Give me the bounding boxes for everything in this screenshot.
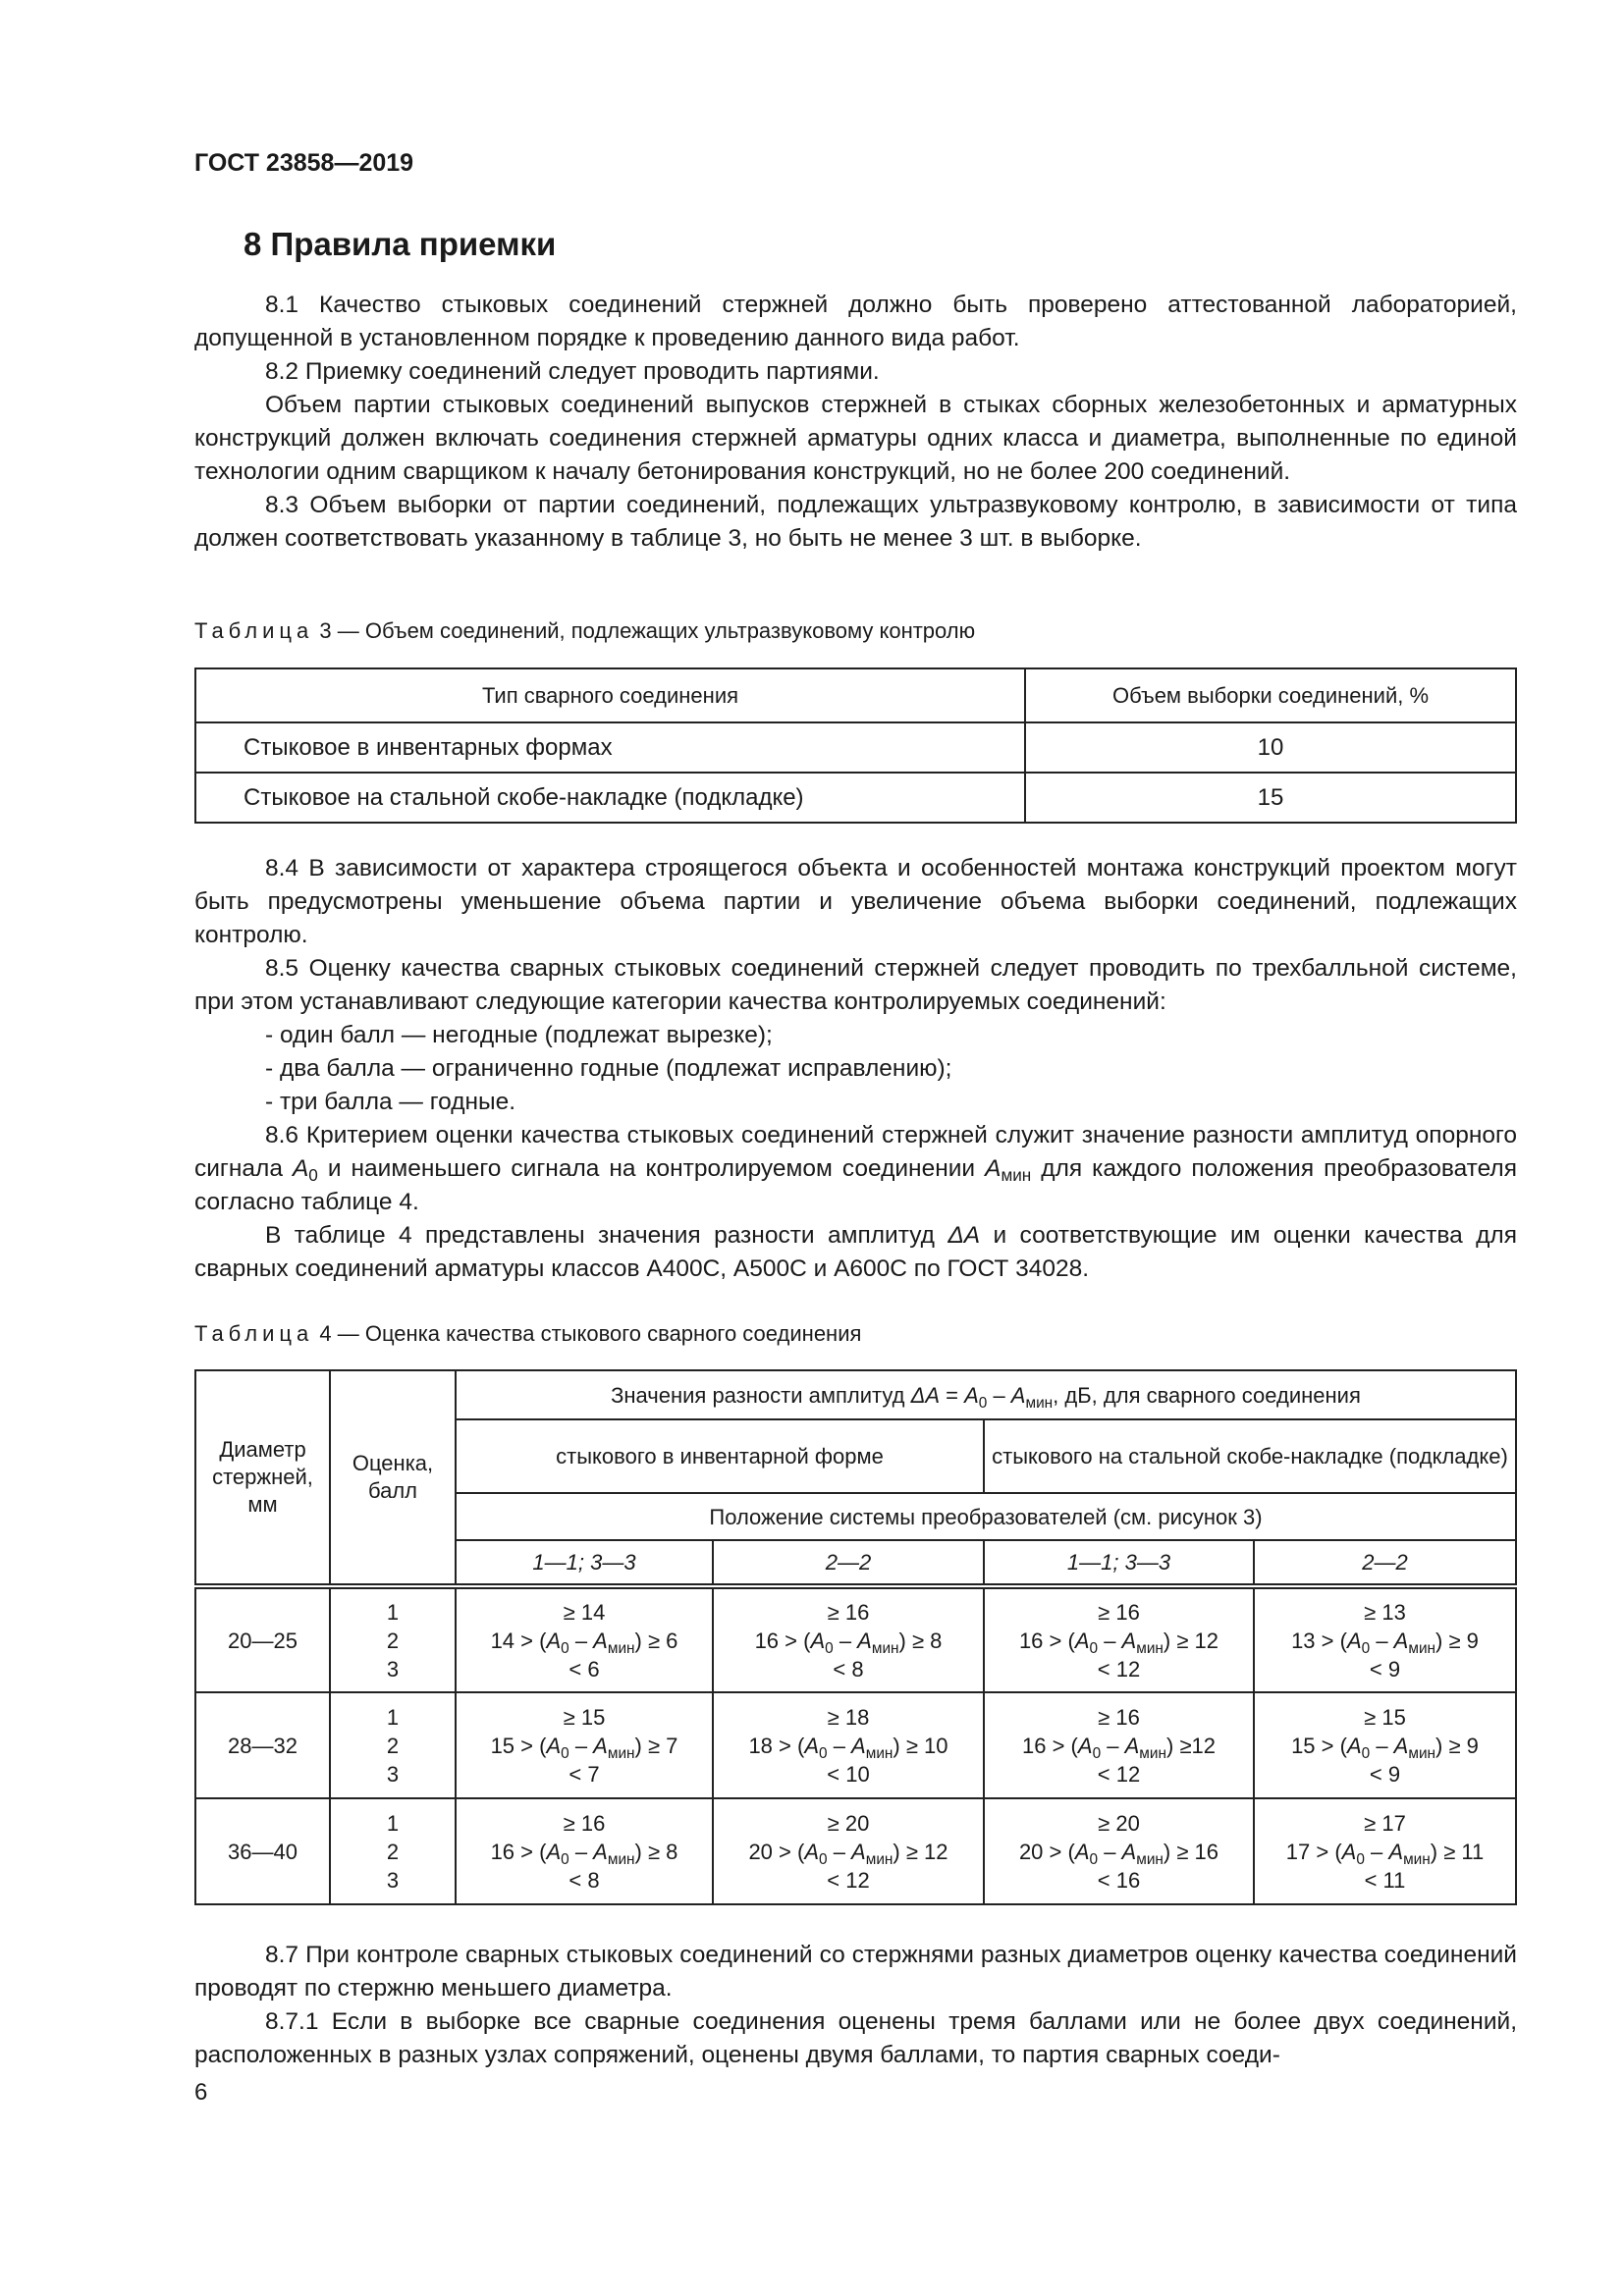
symbol: A [593, 1628, 608, 1653]
header-diameter: Диаметр стержней, мм [195, 1370, 330, 1586]
text: – [827, 1839, 852, 1864]
text: – [1364, 1839, 1389, 1864]
symbol: A [593, 1733, 608, 1758]
grade-1-value: ≥ 17 [1364, 1810, 1406, 1836]
text: В таблице 4 представлены значения разности амплитуд [265, 1222, 948, 1249]
symbol: A [804, 1839, 820, 1864]
text: и соответствующие им оценки качества для сварных соединений арматуры классов А400С, А500С и А600С по ГОСТ 34028. [194, 1222, 1517, 1282]
score: 2 [386, 1839, 400, 1864]
grade-3-value: < 16 [1097, 1867, 1141, 1893]
text: ≥ 16 [1176, 1839, 1219, 1864]
table3-caption [194, 618, 975, 644]
text: ≥ 9 [1448, 1628, 1479, 1653]
symbol: A [546, 1628, 562, 1653]
symbol: A [1010, 1382, 1026, 1408]
grade-2-value: $15 > (A_0 - A_{мин}) \ge 9$ [1291, 1733, 1479, 1762]
value-cell [456, 1692, 713, 1798]
text: – [568, 1628, 594, 1653]
table-row [195, 1798, 1516, 1904]
score-cell [330, 1798, 456, 1904]
paragraph: 8.7.1 Если в выборке все сварные соединения оценены тремя баллами или не более двух соединений, расположенных в разных узлах сопряжений, оценены двумя баллами, то партия сварных соеди- [194, 2008, 1517, 2068]
grade-1-value: ≥ 14 [563, 1599, 606, 1625]
grade-1-value: ≥ 16 [827, 1599, 870, 1625]
grade-2-value: $16 > (A_0 - A_{мин}) \ge 8$ [490, 1839, 678, 1868]
value-cell [1254, 1586, 1516, 1692]
grade-1-value: ≥ 20 [1098, 1810, 1140, 1836]
symbol: A [1074, 1628, 1090, 1653]
table-cell: 15 [1025, 773, 1516, 823]
grade-3-value: < 12 [1097, 1656, 1141, 1682]
text: Значения разности амплитуд [611, 1382, 911, 1408]
caption-text: 3 — Объем соединений, подлежащих ультразвуковому контролю [313, 618, 976, 643]
paragraph: 8.4 В зависимости от характера строящегося объекта и особенностей монтажа конструкций проектом могут быть предусмотрены уменьшение объема партии и увеличение объема выборки соединений, подлежащих контролю. [194, 855, 1517, 948]
symbol: A [810, 1628, 826, 1653]
grade-1-value: ≥ 16 [563, 1810, 606, 1836]
paragraphs-block-1 [194, 289, 1517, 556]
symbol: A [1121, 1839, 1137, 1864]
header-col: 1—1; 3—3 [984, 1540, 1254, 1586]
grade-2-value: $16 > (A_0 - A_{мин}) \ge 12$ [1022, 1733, 1216, 1762]
score: 3 [386, 1867, 400, 1893]
table-cell: Стыковое на стальной скобе-накладке (подкладке) [195, 773, 1025, 823]
header-inventory-form: стыкового в инвентарной форме [456, 1419, 984, 1493]
table-header-row [195, 668, 1516, 722]
subscript: 0 [825, 1639, 834, 1657]
text: для каждого положения преобразователя согласно таблице 4. [194, 1155, 1517, 1215]
grade-3-value: < 10 [827, 1761, 870, 1787]
paragraph: 8.5 Оценку качества сварных стыковых соединений стержней следует проводить по трехбалльной системе, при этом устанавливают следующие категории качества контролируемых соединений: [194, 955, 1517, 1015]
diameter: 28—32 [228, 1733, 298, 1758]
grade-2-value: $15 > (A_0 - A_{мин}) \ge 7$ [490, 1733, 678, 1762]
text: ≥ 8 [912, 1628, 943, 1653]
score-cell [330, 1586, 456, 1692]
header-score: Оценка, балл [330, 1370, 456, 1586]
grade-2-value: $16 > (A_0 - A_{мин}) \ge 8$ [754, 1628, 943, 1657]
text: 15 > [490, 1733, 533, 1758]
grade-1-value: ≥ 16 [1098, 1599, 1140, 1625]
grade-1-value: ≥ 15 [563, 1704, 606, 1730]
grade-3-value: < 12 [1097, 1761, 1141, 1787]
header-steel-bracket: стыкового на стальной скобе-накладке (подкладке) [984, 1419, 1516, 1493]
document-code: ГОСТ 23858—2019 [194, 149, 414, 177]
list-item: - один балл — негодные (подлежат вырезке); [265, 1022, 773, 1048]
text: 8.6 Критерием оценки качества стыковых соединений стержней служит значение разности амплитуд опорного сигнала [194, 1122, 1517, 1182]
symbol: A [546, 1839, 562, 1864]
symbol: A [964, 1382, 979, 1408]
value-cell [713, 1798, 984, 1904]
subscript: мин [1403, 1850, 1431, 1868]
subscript: мин [1139, 1744, 1166, 1762]
symbol: A [1346, 1733, 1362, 1758]
table-row [195, 722, 1516, 773]
symbol: ΔA [947, 1222, 981, 1249]
subscript: 0 [1089, 1850, 1099, 1868]
text: – [827, 1733, 852, 1758]
grade-1-value: ≥ 13 [1364, 1599, 1406, 1625]
text: – [987, 1382, 1011, 1408]
grade-3-value: < 9 [1369, 1761, 1401, 1787]
grade-2-value: $20 > (A_0 - A_{мин}) \ge 16$ [1018, 1839, 1219, 1868]
text: 16 > [754, 1628, 797, 1653]
paragraphs-block-3 [194, 1939, 1517, 2072]
grade-1-value: ≥ 18 [827, 1704, 870, 1730]
table-header-row [195, 1370, 1516, 1419]
diameter-cell [195, 1798, 330, 1904]
symbol: A [1388, 1839, 1404, 1864]
header-position: Положение системы преобразователей (см. рисунок 3) [456, 1493, 1516, 1540]
text: , дБ, для сварного соединения [1053, 1382, 1361, 1408]
score: 1 [386, 1810, 400, 1836]
subscript: мин [871, 1639, 899, 1657]
header-cell: Объем выборки соединений, % [1025, 668, 1516, 722]
symbol: A [1341, 1839, 1357, 1864]
grade-3-value: < 7 [568, 1761, 600, 1787]
page-number: 6 [194, 2079, 208, 2106]
symbol: A [804, 1733, 820, 1758]
text: ≥ 10 [905, 1733, 948, 1758]
symbol: A [985, 1155, 1001, 1182]
paragraph-8-6 [194, 1119, 1517, 1219]
text: 17 > [1285, 1839, 1329, 1864]
subscript: мин [1408, 1639, 1436, 1657]
subscript: 0 [978, 1394, 988, 1412]
value-cell [1254, 1798, 1516, 1904]
text: 14 > [490, 1628, 533, 1653]
subscript: мин [1136, 1850, 1164, 1868]
list-item: - два балла — ограниченно годные (подлежат исправлению); [265, 1055, 952, 1082]
table4-caption [194, 1321, 861, 1347]
paragraph: 8.1 Качество стыковых соединений стержней должно быть проверено аттестованной лабораторией, допущенной в установленном порядке к проведению данного вида работ. [194, 292, 1517, 351]
list-item: - три балла — годные. [265, 1089, 516, 1115]
subscript: 0 [1089, 1639, 1099, 1657]
grade-2-value: $18 > (A_0 - A_{мин}) \ge 10$ [748, 1733, 948, 1762]
symbol: A [1124, 1733, 1140, 1758]
text: ≥ 11 [1443, 1839, 1485, 1864]
header-values: Значения разности амплитуд $\Delta A = A_0 - A_{мин}$, дБ, для сварного соединения [456, 1370, 1516, 1419]
text: ≥ 12 [905, 1839, 948, 1864]
text: – [1098, 1839, 1122, 1864]
subscript: мин [865, 1744, 893, 1762]
symbol: A [1121, 1628, 1137, 1653]
section-title: 8 Правила приемки [244, 226, 557, 262]
score-cell [330, 1692, 456, 1798]
table-cell: 10 [1025, 722, 1516, 773]
paragraph: 8.2 Приемку соединений следует проводить партиями. [265, 358, 880, 385]
table-3 [194, 667, 1517, 824]
symbol: A [1393, 1628, 1409, 1653]
symbol: A [1393, 1733, 1409, 1758]
text: 20 > [1018, 1839, 1062, 1864]
grade-2-value: $14 > (A_0 - A_{мин}) \ge 6$ [490, 1628, 678, 1657]
symbol: A [1077, 1733, 1093, 1758]
symbol: A [1074, 1839, 1090, 1864]
text: – [1101, 1733, 1125, 1758]
subscript: 0 [819, 1744, 828, 1762]
caption-word: Таблица [194, 618, 314, 643]
subscript: мин [1001, 1165, 1032, 1185]
score: 1 [386, 1599, 400, 1625]
value-cell [713, 1586, 984, 1692]
text: 13 > [1291, 1628, 1334, 1653]
subscript: 0 [308, 1165, 318, 1185]
symbol: A [546, 1733, 562, 1758]
table-row [195, 773, 1516, 823]
symbol: ΔA [910, 1382, 940, 1408]
paragraph [194, 1219, 1517, 1286]
diameter-cell [195, 1692, 330, 1798]
subscript: мин [1136, 1639, 1164, 1657]
text: ≥ 7 [648, 1733, 678, 1758]
table-row [195, 1692, 1516, 1798]
value-cell [984, 1586, 1254, 1692]
symbol: A [851, 1733, 866, 1758]
grade-2-value: $16 > (A_0 - A_{мин}) \ge 12$ [1018, 1628, 1219, 1657]
subscript: 0 [1361, 1639, 1371, 1657]
text: – [833, 1628, 858, 1653]
subscript: 0 [1092, 1744, 1102, 1762]
header-cell: Тип сварного соединения [195, 668, 1025, 722]
symbol: A [851, 1839, 866, 1864]
text: – [1370, 1628, 1394, 1653]
subscript: мин [1025, 1394, 1054, 1412]
symbol: A [857, 1628, 872, 1653]
score: 2 [386, 1733, 400, 1758]
subscript: мин [607, 1850, 635, 1868]
grade-1-value: ≥ 20 [827, 1810, 870, 1836]
paragraph: Объем партии стыковых соединений выпусков стержней в стыках сборных железобетонных и арматурных конструкций должен включать соединения стержней арматуры одних класса и диаметра, выполненные по единой технологии одним сварщиком к началу бетонирования конструкций, но не более 200 соединений. [194, 392, 1517, 485]
header-col: 2—2 [713, 1540, 984, 1586]
subscript: 0 [1361, 1744, 1371, 1762]
score: 3 [386, 1656, 400, 1682]
diameter-cell [195, 1586, 330, 1692]
value-cell [984, 1692, 1254, 1798]
header-col: 2—2 [1254, 1540, 1516, 1586]
grade-3-value: < 12 [827, 1867, 870, 1893]
subscript: 0 [1356, 1850, 1365, 1868]
subscript: 0 [561, 1639, 569, 1657]
text: – [568, 1839, 594, 1864]
grade-3-value: < 11 [1364, 1867, 1406, 1893]
subscript: мин [1408, 1744, 1436, 1762]
text: 16 > [1022, 1733, 1065, 1758]
grade-3-value: < 8 [833, 1656, 864, 1682]
text: ≥ 9 [1448, 1733, 1479, 1758]
value-cell [456, 1586, 713, 1692]
subscript: мин [865, 1850, 893, 1868]
text: ≥12 [1179, 1733, 1216, 1758]
caption-word: Таблица [194, 1321, 314, 1346]
grade-3-value: < 8 [568, 1867, 600, 1893]
text: 20 > [748, 1839, 791, 1864]
score: 2 [386, 1628, 400, 1653]
symbol: A [292, 1155, 309, 1182]
grade-2-value: $13 > (A_0 - A_{мин}) \ge 9$ [1291, 1628, 1479, 1657]
text: ≥ 8 [648, 1839, 678, 1864]
paragraph: 8.7 При контроле сварных стыковых соединений со стержнями разных диаметров оценку качества соединений проводят по стержню меньшего диаметра. [194, 1942, 1517, 2002]
table-4 [194, 1369, 1517, 1905]
grade-3-value: < 9 [1369, 1656, 1401, 1682]
value-cell [1254, 1692, 1516, 1798]
table-row [195, 1586, 1516, 1692]
value-cell [713, 1692, 984, 1798]
subscript: мин [607, 1744, 635, 1762]
table-cell: Стыковое в инвентарных формах [195, 722, 1025, 773]
diameter: 36—40 [228, 1839, 298, 1864]
subscript: 0 [819, 1850, 828, 1868]
text: 15 > [1291, 1733, 1334, 1758]
grade-2-value: $20 > (A_0 - A_{мин}) \ge 12$ [748, 1839, 948, 1868]
text: ≥ 12 [1176, 1628, 1219, 1653]
diameter: 20—25 [228, 1628, 298, 1653]
subscript: мин [607, 1639, 635, 1657]
score: 1 [386, 1704, 400, 1730]
text: 18 > [748, 1733, 791, 1758]
text: ≥ 6 [648, 1628, 678, 1653]
symbol: A [1346, 1628, 1362, 1653]
text: 16 > [1018, 1628, 1062, 1653]
text: – [1370, 1733, 1394, 1758]
text: – [1098, 1628, 1122, 1653]
paragraph: 8.3 Объем выборки от партии соединений, подлежащих ультразвуковому контролю, в зависимости от типа должен соответствовать указанному в таблице 3, но быть не менее 3 шт. в выборке. [194, 492, 1517, 552]
paragraphs-block-2 [194, 852, 1517, 1286]
value-cell [984, 1798, 1254, 1904]
text: и наименьшего сигнала на контролируемом соединении [317, 1155, 986, 1182]
grade-3-value: < 6 [568, 1656, 600, 1682]
grade-1-value: ≥ 16 [1098, 1704, 1140, 1730]
score: 3 [386, 1761, 400, 1787]
subscript: 0 [561, 1744, 569, 1762]
symbol: A [593, 1839, 608, 1864]
caption-text: 4 — Оценка качества стыкового сварного соединения [313, 1321, 862, 1346]
value-cell [456, 1798, 713, 1904]
grade-1-value: ≥ 15 [1364, 1704, 1406, 1730]
grade-2-value: $17 > (A_0 - A_{мин}) \ge 11$ [1285, 1839, 1485, 1868]
subscript: 0 [561, 1850, 569, 1868]
text: – [568, 1733, 594, 1758]
text: 16 > [490, 1839, 533, 1864]
header-col: 1—1; 3—3 [456, 1540, 713, 1586]
